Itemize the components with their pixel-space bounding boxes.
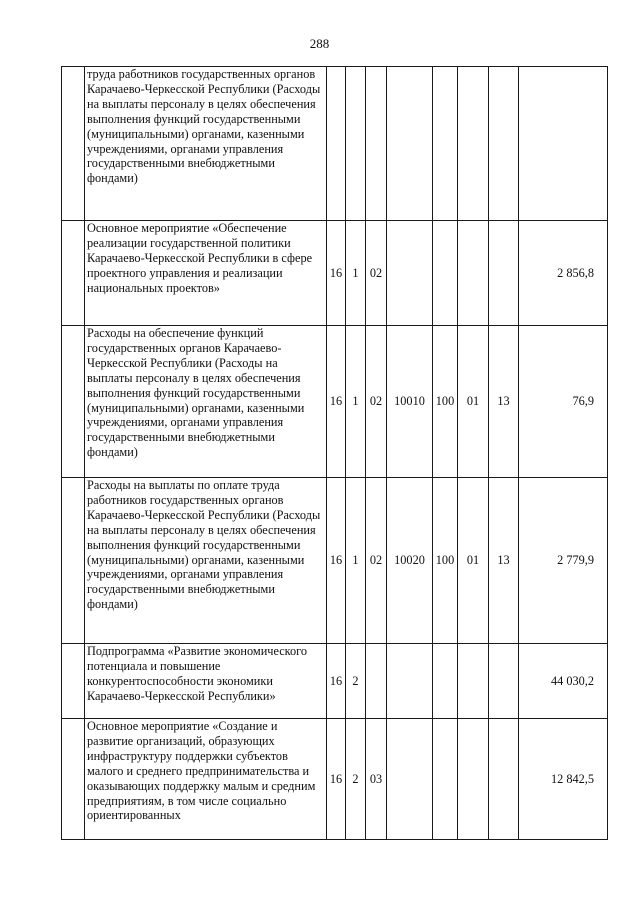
table-row bbox=[62, 67, 608, 221]
main-event-code-cell: 02 bbox=[366, 326, 387, 478]
program-code-cell: 16 bbox=[327, 221, 346, 326]
subprogram-code-cell: 1 bbox=[346, 478, 366, 644]
subprogram-code-cell: 2 bbox=[346, 644, 366, 719]
main-event-code-cell: 03 bbox=[366, 719, 387, 840]
subprogram-code-cell: 2 bbox=[346, 719, 366, 840]
subsection-code-cell: 13 bbox=[489, 326, 519, 478]
row-name-cell: Расходы на обеспечение функций государственных органов Карачаево-Черкесской Республики (Расходы на выплаты персоналу в целях обеспечения выполнения функций государственными (муниципальными) органами, казенными учреждениями, органами управления государственными внебюджетными фондами) bbox=[85, 326, 327, 478]
row-name-cell: Основное мероприятие «Создание и развитие организаций, образующих инфраструктуру поддержки субъектов малого и среднего предпринимательства и оказывающих поддержку малым и средним предприятиям, в том числе социально ориентированных bbox=[85, 719, 327, 840]
row-number-cell bbox=[62, 644, 85, 719]
page-number: 288 bbox=[309, 36, 330, 51]
main-event-code-cell bbox=[366, 644, 387, 719]
table-row bbox=[62, 221, 608, 326]
direction-code-cell bbox=[387, 67, 433, 221]
expense-type-code-cell: 100 bbox=[433, 326, 458, 478]
subprogram-code-cell: 1 bbox=[346, 326, 366, 478]
section-code-cell bbox=[458, 719, 489, 840]
row-number-cell bbox=[62, 221, 85, 326]
row-name-cell: Основное мероприятие «Обеспечение реализации государственной политики Карачаево-Черкесской Республики в сфере проектного управления и реализации национальных проектов» bbox=[85, 221, 327, 326]
subsection-code-cell bbox=[489, 67, 519, 221]
row-number-cell bbox=[62, 326, 85, 478]
row-name-cell: Расходы на выплаты по оплате труда работников государственных органов Карачаево-Черкесской Республики (Расходы на выплаты персоналу в целях обеспечения выполнения функций государственными (муниципальными) органами, казенными учреждениями, органами управления государственными внебюджетными фондами) bbox=[85, 478, 327, 644]
section-code-cell bbox=[458, 221, 489, 326]
row-name-cell: Подпрограмма «Развитие экономического потенциала и повышение конкурентоспособности экономики Карачаево-Черкесской Республики» bbox=[85, 644, 327, 719]
main-event-code-cell: 02 bbox=[366, 221, 387, 326]
section-code-cell: 01 bbox=[458, 478, 489, 644]
subsection-code-cell bbox=[489, 719, 519, 840]
row-number-cell bbox=[62, 67, 85, 221]
amount-cell: 12 842,5 bbox=[519, 719, 608, 840]
section-code-cell bbox=[458, 644, 489, 719]
subsection-code-cell bbox=[489, 644, 519, 719]
direction-code-cell bbox=[387, 644, 433, 719]
table-row bbox=[62, 326, 608, 478]
amount-cell: 44 030,2 bbox=[519, 644, 608, 719]
expense-type-code-cell bbox=[433, 719, 458, 840]
direction-code-cell: 10010 bbox=[387, 326, 433, 478]
direction-code-cell: 10020 bbox=[387, 478, 433, 644]
section-code-cell bbox=[458, 67, 489, 221]
direction-code-cell bbox=[387, 221, 433, 326]
program-code-cell bbox=[327, 67, 346, 221]
table-row bbox=[62, 719, 608, 840]
row-number-cell bbox=[62, 719, 85, 840]
main-event-code-cell: 02 bbox=[366, 478, 387, 644]
table-row bbox=[62, 644, 608, 719]
amount-cell: 2 856,8 bbox=[519, 221, 608, 326]
expense-type-code-cell bbox=[433, 644, 458, 719]
direction-code-cell bbox=[387, 719, 433, 840]
program-code-cell: 16 bbox=[327, 326, 346, 478]
program-code-cell: 16 bbox=[327, 644, 346, 719]
amount-cell bbox=[519, 67, 608, 221]
program-code-cell: 16 bbox=[327, 719, 346, 840]
subsection-code-cell: 13 bbox=[489, 478, 519, 644]
subprogram-code-cell bbox=[346, 67, 366, 221]
section-code-cell: 01 bbox=[458, 326, 489, 478]
expense-type-code-cell bbox=[433, 67, 458, 221]
row-name-cell: труда работников государственных органов Карачаево-Черкесской Республики (Расходы на выплаты персоналу в целях обеспечения выполнения функций государственными (муниципальными) органами, казенными учреждениями, органами управления государственными внебюджетными фондами) bbox=[85, 67, 327, 221]
subsection-code-cell bbox=[489, 221, 519, 326]
amount-cell: 2 779,9 bbox=[519, 478, 608, 644]
row-number-cell bbox=[62, 478, 85, 644]
program-code-cell: 16 bbox=[327, 478, 346, 644]
subprogram-code-cell: 1 bbox=[346, 221, 366, 326]
amount-cell: 76,9 bbox=[519, 326, 608, 478]
table-row bbox=[62, 478, 608, 644]
expense-type-code-cell: 100 bbox=[433, 478, 458, 644]
main-event-code-cell bbox=[366, 67, 387, 221]
budget-table bbox=[61, 66, 608, 840]
expense-type-code-cell bbox=[433, 221, 458, 326]
